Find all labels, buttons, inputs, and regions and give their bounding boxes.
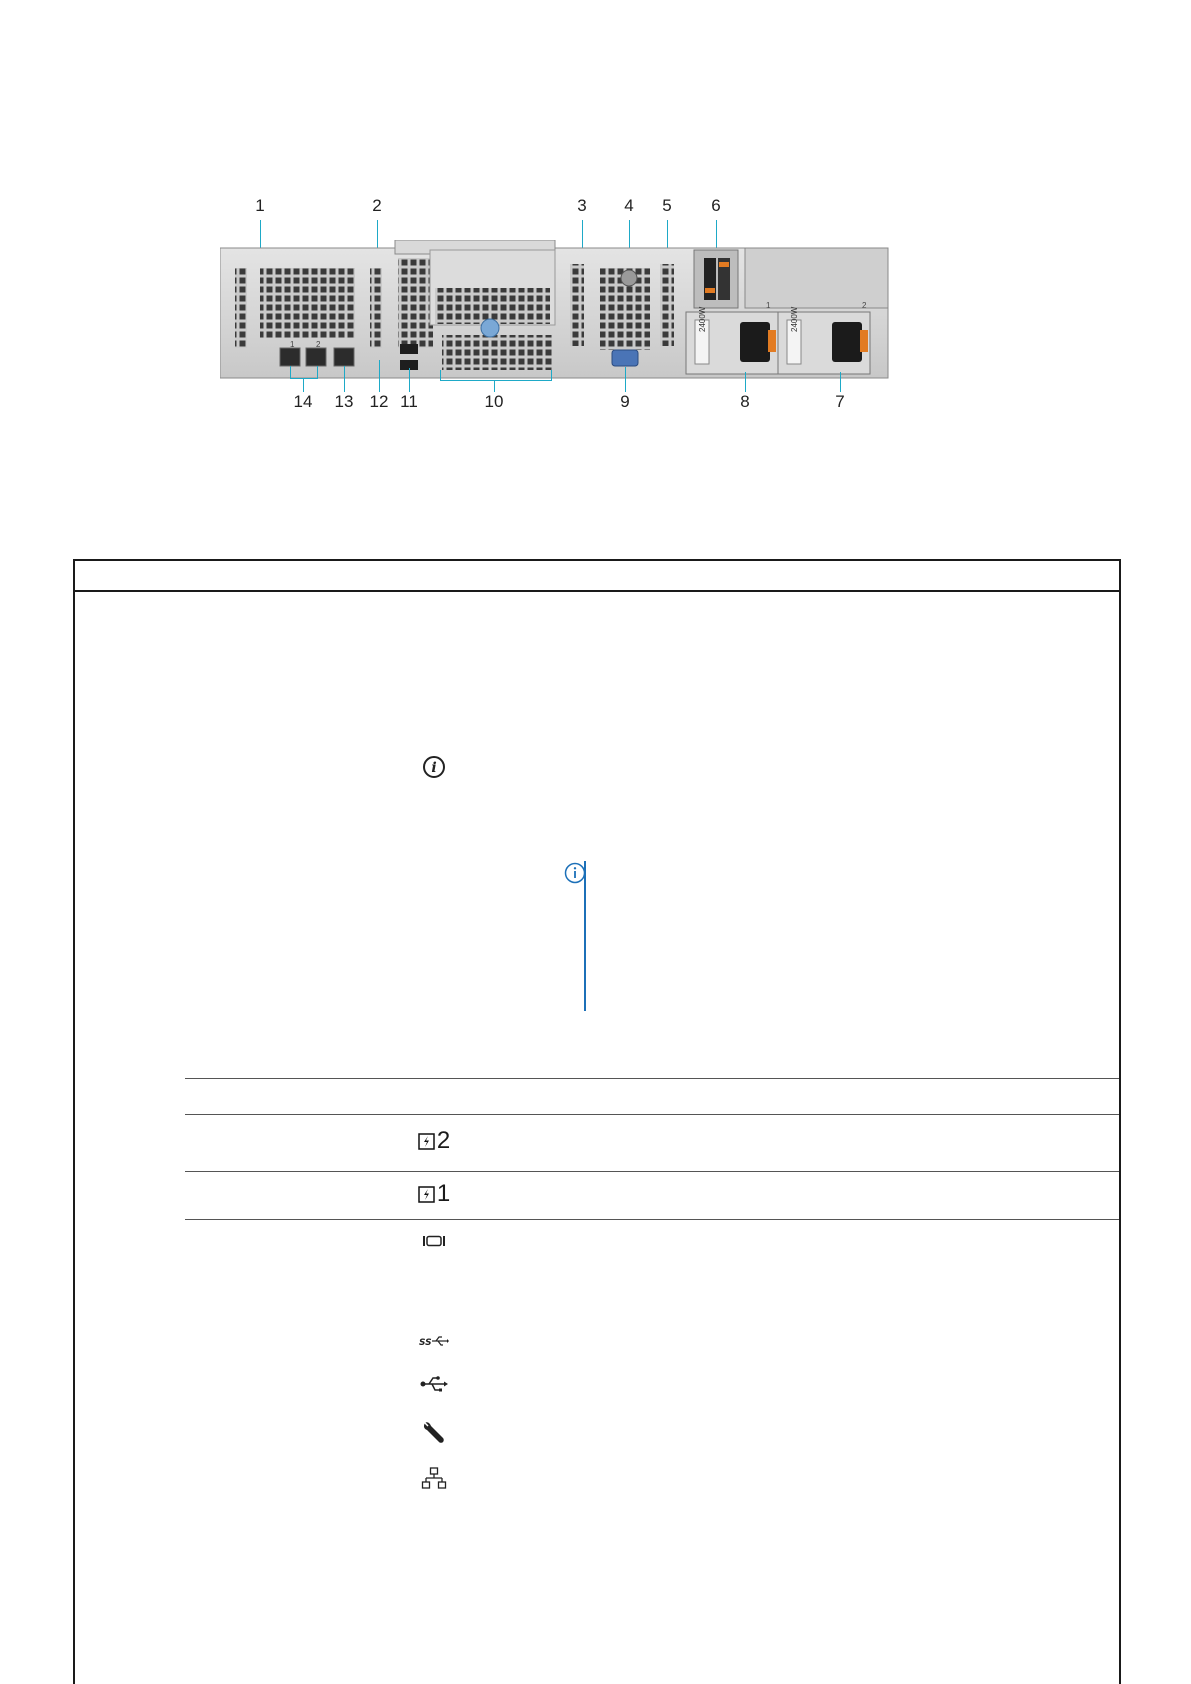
leader-14 — [303, 378, 304, 392]
network-icon — [416, 1464, 452, 1494]
callout-12: 12 — [369, 392, 389, 411]
information-icon — [416, 749, 452, 785]
callout-6: 6 — [711, 196, 721, 215]
row-rule-3 — [185, 1171, 1119, 1172]
nic1-port-label: 1 — [290, 340, 295, 349]
leader-12 — [379, 360, 380, 392]
leader-9 — [625, 367, 626, 392]
psu2-slot-label: 2 — [862, 301, 867, 310]
callout-9: 9 — [620, 392, 630, 411]
nic2-port-label: 2 — [316, 340, 321, 349]
callout-10: 10 — [484, 392, 504, 411]
callout-2: 2 — [372, 196, 382, 215]
callout-11: 11 — [400, 392, 418, 411]
usb3-superspeed-icon — [416, 1331, 452, 1351]
callout-13: 13 — [334, 392, 354, 411]
psu2-wattage-label: 2400W — [790, 306, 799, 332]
leader-11 — [409, 368, 410, 392]
server-rear-view-figure — [220, 196, 980, 460]
callout-8: 8 — [740, 392, 750, 411]
leader-8 — [745, 372, 746, 392]
note-info-icon — [564, 862, 586, 884]
leader-7 — [840, 372, 841, 392]
row-rule-1 — [185, 1078, 1119, 1079]
rear-panel-features-table — [73, 559, 1121, 1684]
svg-text:i: i — [431, 760, 437, 776]
svg-text:SS: SS — [419, 1338, 432, 1348]
psu-2-icon — [416, 1126, 452, 1156]
idrac-wrench-icon — [416, 1416, 452, 1448]
row-rule-2 — [185, 1114, 1119, 1115]
vga-icon — [416, 1231, 452, 1251]
callout-5: 5 — [662, 196, 672, 215]
bracket-14 — [290, 366, 318, 379]
psu-1-icon — [416, 1179, 452, 1209]
psu1-wattage-label: 2400W — [698, 306, 707, 332]
leader-10 — [494, 380, 495, 392]
psu-2-number: 2 — [436, 1127, 451, 1154]
psu-1-number: 1 — [436, 1180, 451, 1207]
callout-3: 3 — [577, 196, 587, 215]
callout-1: 1 — [255, 196, 265, 215]
row-rule-4 — [185, 1219, 1119, 1220]
callout-14: 14 — [293, 392, 313, 411]
table-header-rule — [75, 590, 1119, 592]
bracket-10 — [440, 370, 552, 381]
callout-4: 4 — [624, 196, 634, 215]
psu1-slot-label: 1 — [766, 301, 771, 310]
leader-13 — [344, 366, 345, 392]
usb-icon — [416, 1371, 452, 1397]
callout-7: 7 — [835, 392, 845, 411]
